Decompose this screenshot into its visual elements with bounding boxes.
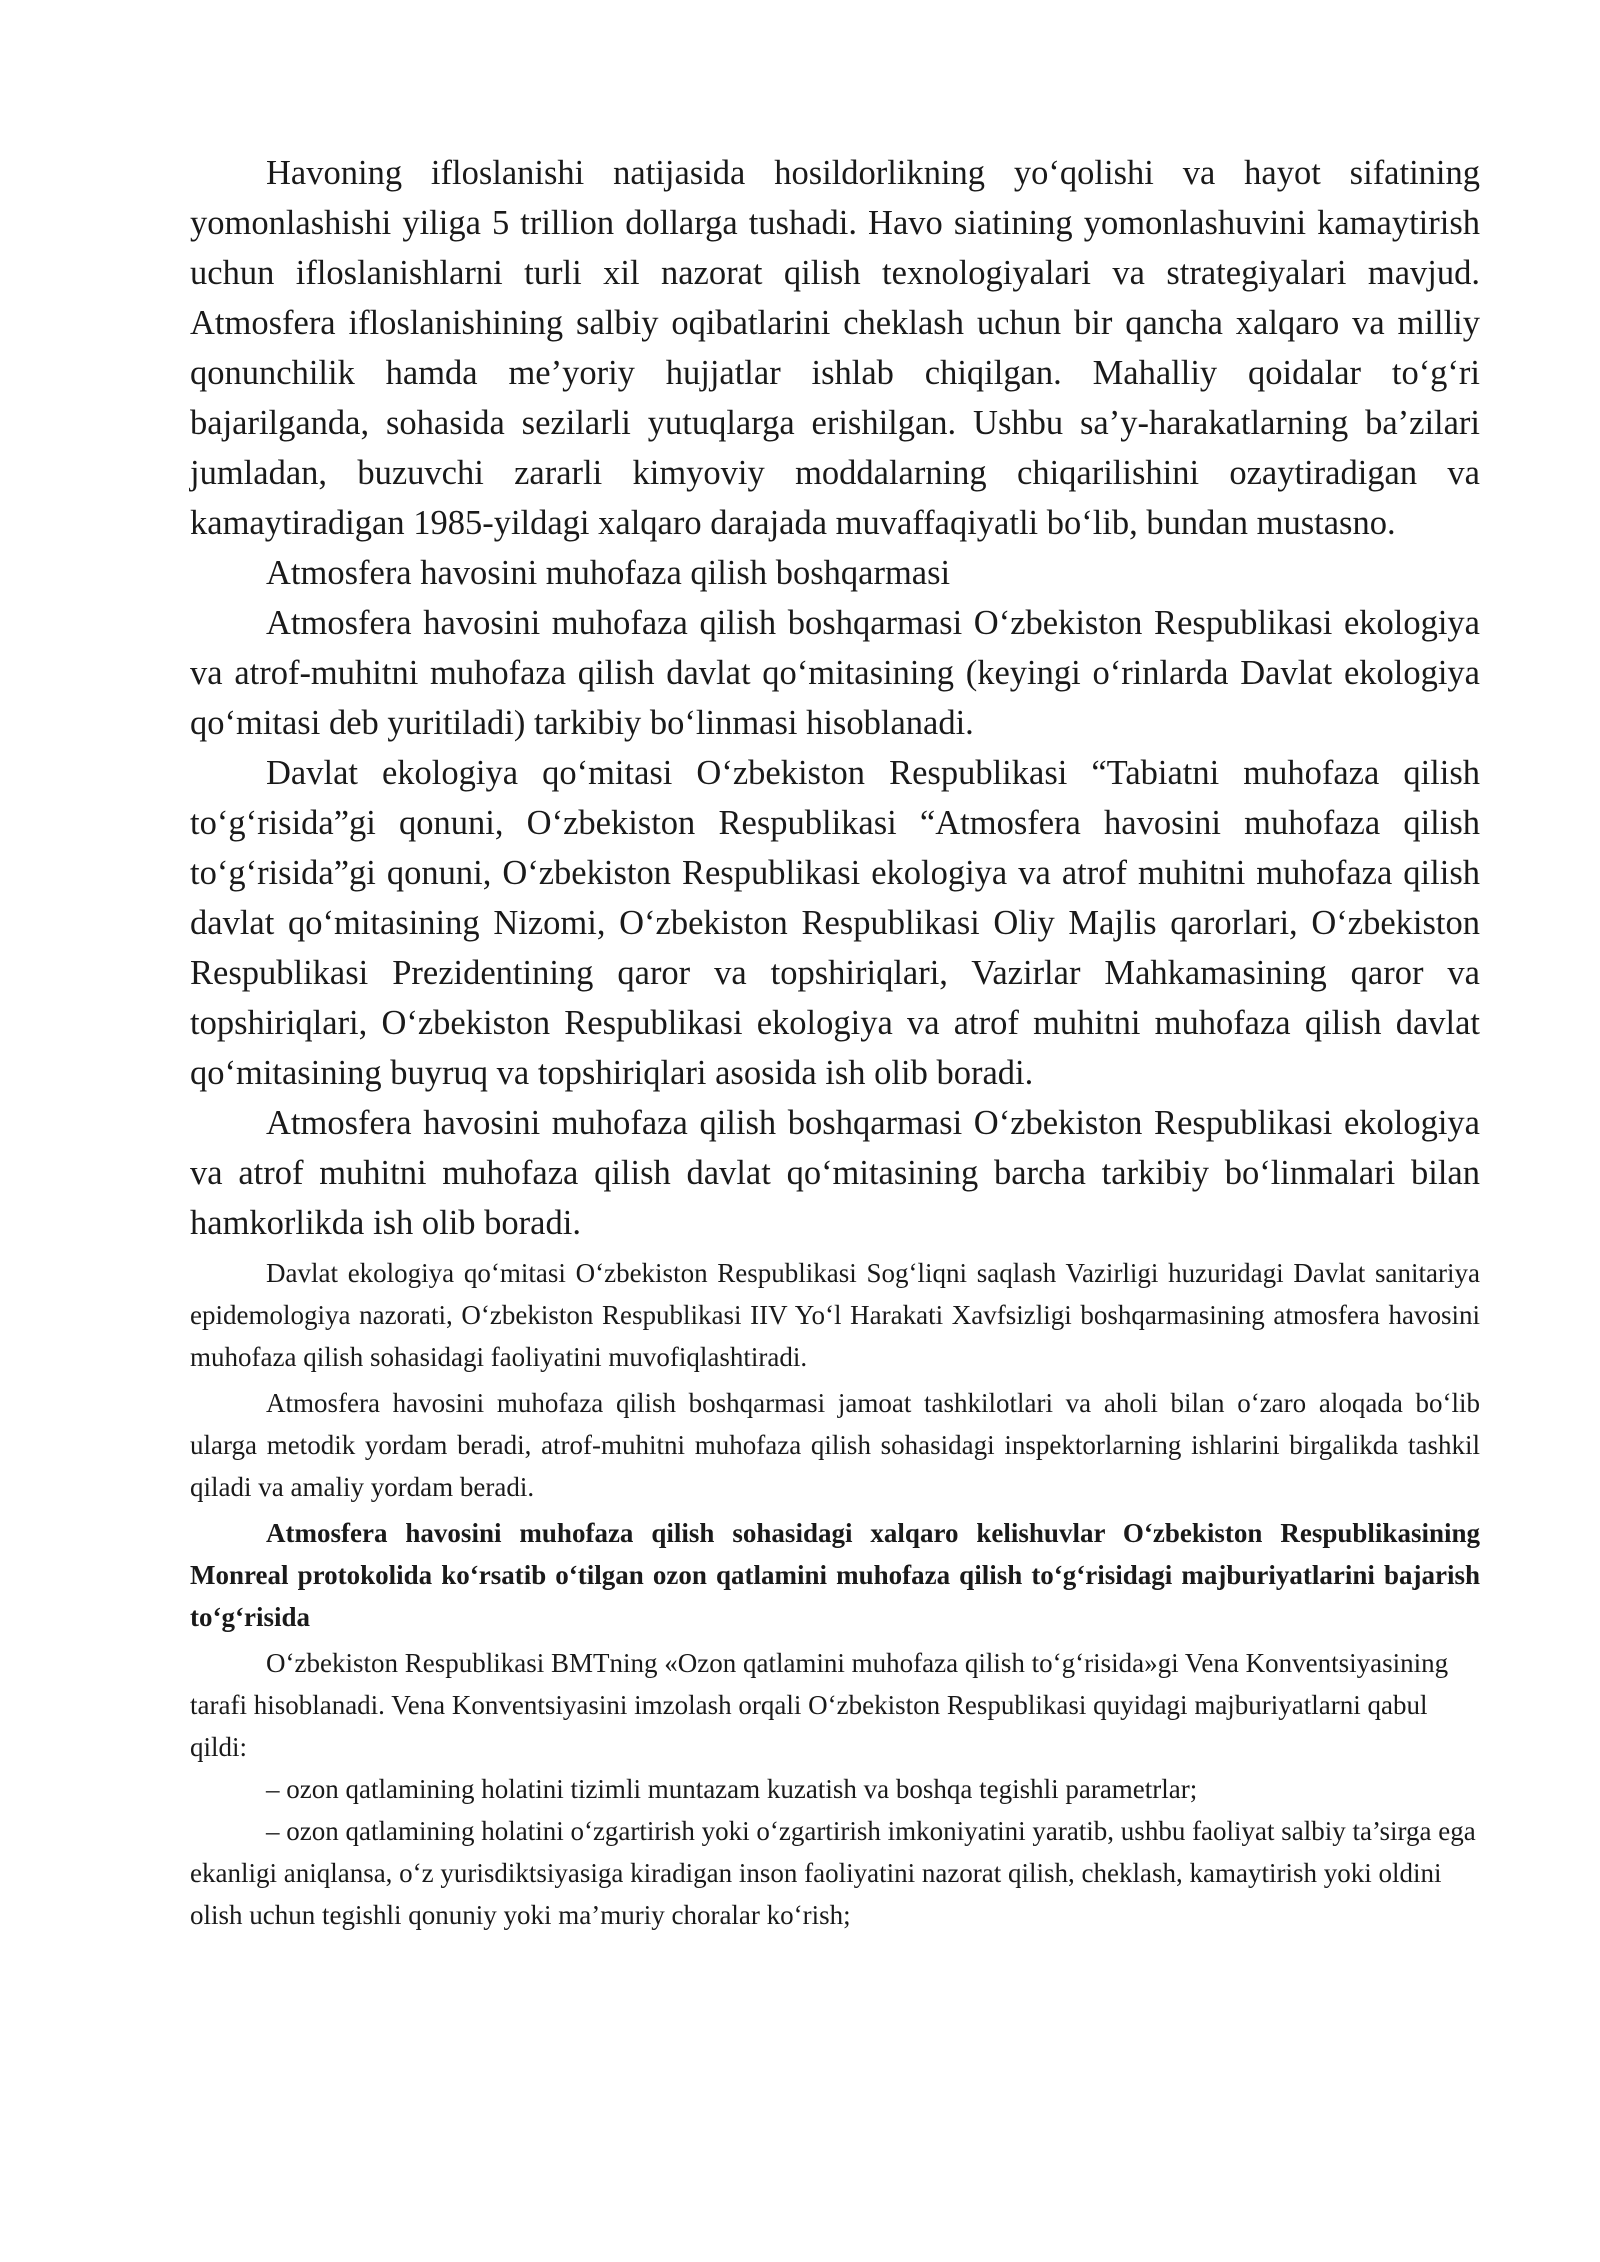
paragraph-department: Atmosfera havosini muhofaza qilish boshqarmasi O‘zbekiston Respublikasi ekologiya va atrof-muhitni muhofaza qilish davlat qo‘mitasining (keyingi o‘rinlarda Davlat ekologiya qo‘mitasi deb yuritiladi) tarkibiy bo‘linmasi hisoblanadi.: [190, 604, 1480, 742]
list-item-measures: – ozon qatlamining holatini o‘zgartirish yoki o‘zgartirish imkoniyatini yaratib, ushbu faoliyat salbiy ta’sirga ega ekanligi aniqlansa, o‘z yurisdiktsiyasiga kiradigan inson faoliyatini nazorat qilish, cheklash, kamaytirish yoki oldini olish uchun tegishli qonuniy yoki ma’muriy choralar ko‘rish;: [190, 1816, 1476, 1930]
paragraph-public-organizations: Atmosfera havosini muhofaza qilish boshqarmasi jamoat tashkilotlari va aholi bilan o‘zaro aloqada bo‘lib ularga metodik yordam beradi, atrof-muhitni muhofaza qilish sohasidagi inspektorlarning ishlarini birgalikda tashkil qiladi va amaliy yordam beradi.: [190, 1388, 1480, 1502]
paragraph-vienna-convention: O‘zbekiston Respublikasi BMTning «Ozon qatlamini muhofaza qilish to‘g‘risida»gi Vena Konventsiyasining tarafi hisoblanadi. Vena Konventsiyasini imzolash orqali O‘zbekiston Respublikasi quyidagi majburiyatlarni qabul qildi:: [190, 1648, 1449, 1762]
paragraph-legal-basis: Davlat ekologiya qo‘mitasi O‘zbekiston Respublikasi “Tabiatni muhofaza qilish to‘g‘risida”gi qonuni, O‘zbekiston Respublikasi “Atmosfera havosini muhofaza qilish to‘g‘risida”gi qonuni, O‘zbekiston Respublikasi ekologiya va atrof muhitni muhofaza qilish davlat qo‘mitasining Nizomi, O‘zbekiston Respublikasi Oliy Majlis qarorlari, O‘zbekiston Respublikasi Prezidentining qaror va topshiriqlari, Vazirlar Mahkamasining qaror va topshiriqlari, O‘zbekiston Respublikasi ekologiya va atrof muhitni muhofaza qilish davlat qo‘mitasining buyruq va topshiriqlari asosida ish olib boradi.: [190, 754, 1480, 1092]
paragraph-cooperation: Atmosfera havosini muhofaza qilish boshqarmasi O‘zbekiston Respublikasi ekologiya va atrof muhitni muhofaza qilish davlat qo‘mitasining barcha tarkibiy bo‘linmalari bilan hamkorlikda ish olib boradi.: [190, 1104, 1480, 1242]
paragraph-coordination: Davlat ekologiya qo‘mitasi O‘zbekiston Respublikasi Sog‘liqni saqlash Vazirligi huzuridagi Davlat sanitariya epidemologiya nazorati, O‘zbekiston Respublikasi IIV Yo‘l Harakati Xavfsizligi boshqarmasining atmosfera havosini muhofaza qilish sohasidagi faoliyatini muvofiqlashtiradi.: [190, 1258, 1480, 1372]
list-item-monitoring: – ozon qatlamining holatini tizimli muntazam kuzatish va boshqa tegishli parametrlar;: [266, 1774, 1198, 1804]
paragraph-intro: Havoning ifloslanishi natijasida hosildorlikning yo‘qolishi va hayot sifatining yomonlashishi yiliga 5 trillion dollarga tushadi. Havo siatining yomonlashuvini kamaytirish uchun ifloslanishlarni turli xil nazorat qilish texnologiyalari va strategiyalari mavjud. Atmosfera ifloslanishining salbiy oqibatlarini cheklash uchun bir qancha xalqaro va milliy qonunchilik hamda me’yoriy hujjatlar ishlab chiqilgan. Mahalliy qoidalar to‘g‘ri bajarilganda, sohasida sezilarli yutuqlarga erishilgan. Ushbu sa’y-harakatlarning ba’zilari jumladan, buzuvchi zararli kimyoviy moddalarning chiqarilishini ozaytiradigan va kamaytiradigan 1985-yildagi xalqaro darajada muvaffaqiyatli bo‘lib, bundan mustasno.: [190, 154, 1480, 542]
bold-heading-international: Atmosfera havosini muhofaza qilish sohasidagi xalqaro kelishuvlar O‘zbekiston Respublikasining Monreal protokolida ko‘rsatib o‘tilgan ozon qatlamini muhofaza qilish to‘g‘risidagi majburiyatlarini bajarish to‘g‘risida: [190, 1518, 1480, 1632]
section-heading: Atmosfera havosini muhofaza qilish boshqarmasi: [266, 554, 951, 592]
document-page: [190, 148, 1480, 1936]
